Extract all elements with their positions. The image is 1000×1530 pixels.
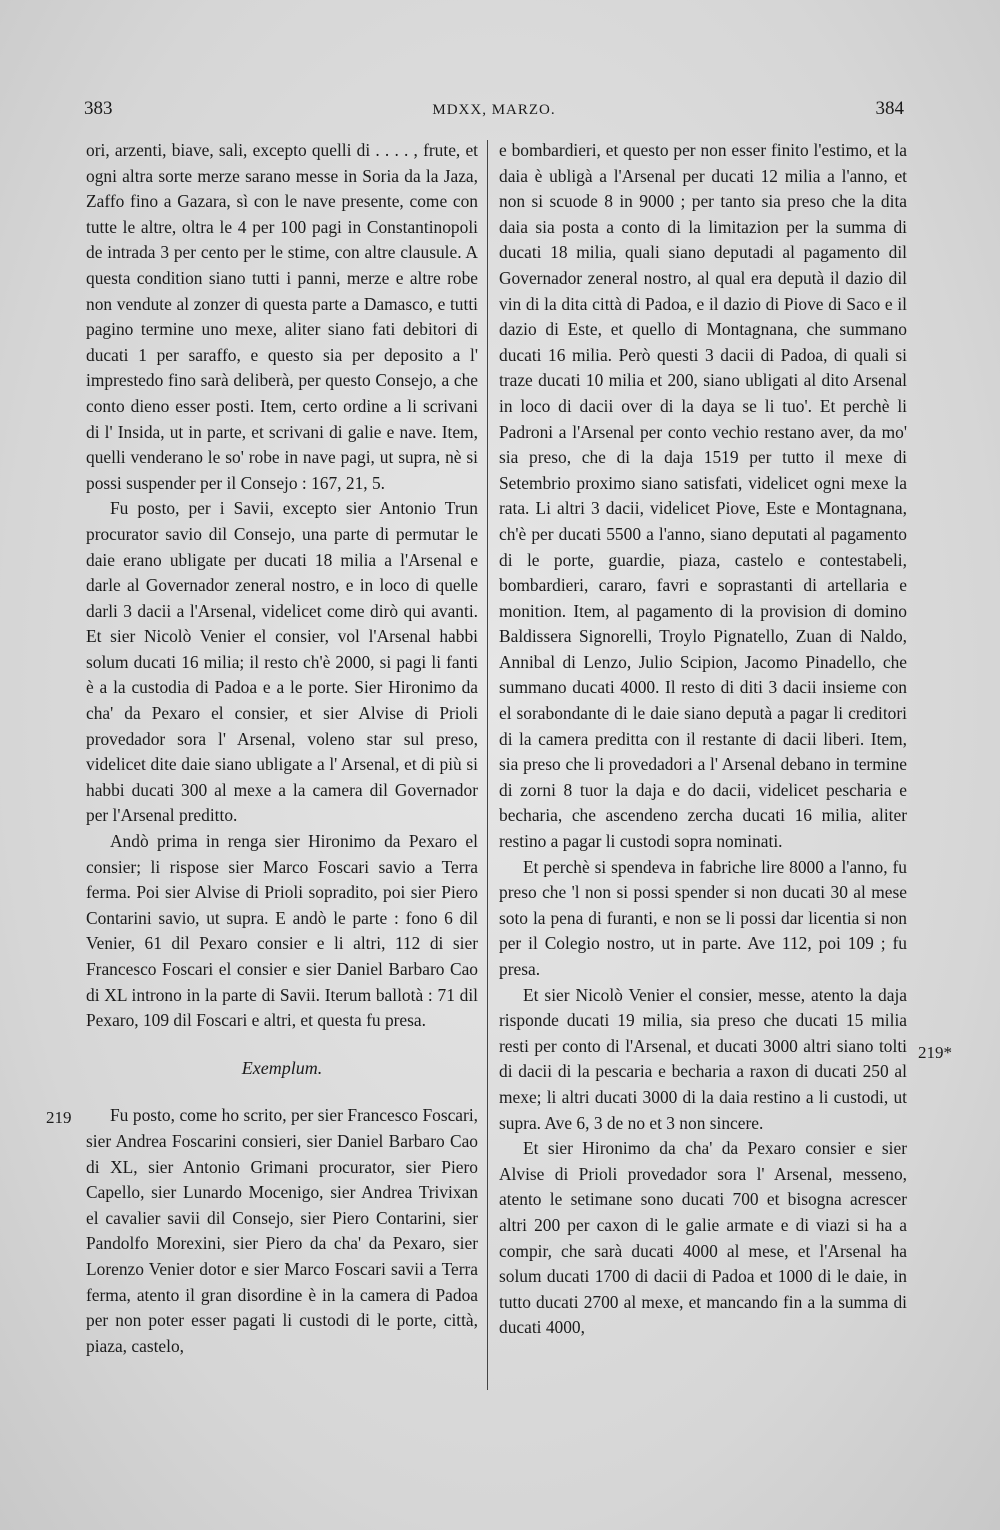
paragraph: e bombardieri, et questo per non esser finito l'estimo, et la daia è ubligà a l'Arsenal per ducati 12 milia a l'anno, et non si scuode 8 in 9000 ; per tanto sia preso che la dita daia sia posta a conto di la limitazion per la summa di ducati 18 milia, quali siano deputadi al pagamento dil Governador zeneral nostro, al qual era deputà il dazio dil vin di la dita città di Padoa, e il dazio di Piove di Saco e il dazio di Este, et quello di Montagnana, che summano ducati 16 milia. Però questi 3 dacii di Padoa, di quali si traze ducati 10 milia et 200, siano ubligati al dito Arsenal in loco di dacii over di la daya se li tuo'. Et perchè li Padroni a l'Arsenal per conto vechio restano aver, da mo' sia preso, che di la daja 1519 per tutto il mexe di Setembrio proximo siano satisfati, videlicet ogni mexe la rata. Li altri 3 dacii, videlicet Piove, Este e Montagnana, ch'è per ducati 5500 a l'anno, siano deputati al pagamento di le porte, guardie, piaza, castelo e contestabeli, bombardieri, cararo, favri e soprastanti di artellaria e monition. Item, al pagamento di la provision di domino Baldissera Signorelli, Troylo Pignatello, Zuan di Naldo, Annibal di Lenzo, Julio Scipion, Jacomo Pinadello, che summano ducati 4000. Il resto di diti 3 dacii insieme con el sorabondante di le daie siano deputà a pagar li creditori di la camera preditta con il restante di dacii liberi. Item, sia preso che li provedadori a l' Arsenal debano in termine di zorni 8 tuor la daja e do dacii, videlicet pescharia e becharia, che ascendeno zercha ducati 16 milia, aliter restino a pagar li custodi sopra nominati. [499, 140, 907, 852]
margin-number-right: 219* [918, 1043, 952, 1062]
paragraph: Fu posto, come ho scrito, per sier Francesco Foscari, sier Andrea Foscarini consieri, sier Daniel Barbaro Cao di XL, sier Antonio Grimani procurator, sier Piero Capello, sier Lunardo Mocenigo, sier Andrea Trivixan el cavalier savii dil Consejo, sier Piero Contarini, sier Pandolfo Morexini, sier Piero da cha' da Pexaro, sier Lorenzo Venier dotor e sier Marco Foscari savii a Terra ferma, atento il gran disordine è in la camera di Padoa per non poter esser pagati li custodi di le porte, città, piaza, castelo, [86, 1105, 478, 1356]
paragraph: ori, arzenti, biave, sali, excepto quelli di . . . . , frute, et ogni altra sorte merze sarano messe in Soria da la Jaza, Zaffo fino a Gazara, sì con le nave presente, come con tutte le altre, oltra le 4 per 100 pagi in Constantinopoli de intrada 3 per cento per le stime, con altre clausule. A questa condition siano tutti i panni, merze e altre robe non vendute al zonzer di questa parte a Damasco, e tutti pagino termine uno mexe, aliter siano fati debitori di ducati 1 per saraffo, e questo sia per deposito a l' imprestedo fino sarà deliberà, per questo Consejo, a che conto dieno esser posti. Item, certo ordine a li scrivani di l' Insida, ut in parte, et scrivani di galie e nave. Item, quelli venderano le so' robe in nave pagi, ut supra, nè si possi suspender per il Consejo : 167, 21, 5. [86, 140, 478, 493]
page-header [84, 98, 904, 128]
right-column [499, 138, 907, 1341]
running-title: MDXX, MARZO. [432, 102, 556, 118]
margin-number-left: 219 [46, 1108, 72, 1127]
column-divider [487, 140, 488, 1390]
paragraph: Fu posto, per i Savii, excepto sier Antonio Trun procurator savio dil Consejo, una parte di permutar le daie erano ubligate per ducati 18 milia a l'Arsenal e darle al Governador zeneral nostro, e in loco di quelle darli 3 dacii a l'Arsenal, videlicet come dirò qui avanti. Et sier Nicolò Venier el consier, vol l'Arsenal habbi solum ducati 16 milia; il resto ch'è 2000, si pagi li fanti è a la custodia di Padoa e a le porte. Sier Hironimo da cha' da Pexaro el consier, et sier Alvise di Prioli provedador sora l' Arsenal, voleno star sul preso, videlicet dite daie siano ubligate a l' Arsenal, et di più si habbi ducati 300 al mexe a la camera dil Governador per l'Arsenal preditto. [86, 498, 478, 826]
paragraph: Et sier Nicolò Venier el consier, messe, atento la daja risponde ducati 19 milia, sia preso che ducati 15 milia resti per conto di l'Arsenal, et ducati 3000 altri siano tolti di dacii di la pescaria e becharia a raxon di ducati 250 al mexe; li altri ducati 3000 di la daia restino a li custodi, ut supra. Ave 6, 3 de no et 3 non sincere. [499, 984, 907, 1133]
paragraph: Et perchè si spendeva in fabriche lire 8000 a l'anno, fu preso che 'l non si possi spender si non ducati 30 al mese soto la pena di furanti, e non se li possi dar licentia si non per il Colegio nostro, ut in parte. Ave 112, poi 109 ; fu presa. [499, 856, 907, 979]
paragraph: Andò prima in renga sier Hironimo da Pexaro el consier; li rispose sier Marco Foscari savio a Terra ferma. Poi sier Alvise di Prioli sopradito, poi sier Piero Contarini savio, ut supra. E andò le parte : fono 6 dil Venier, 61 dil Pexaro consier e li altri, 112 di sier Francesco Foscari el consier e sier Daniel Barbaro Cao di XL introno in la parte di Savii. Iterum ballotà : 71 dil Pexaro, 109 dil Foscari e altri, et questa fu presa. [86, 831, 478, 1031]
paragraph: Et sier Hironimo da cha' da Pexaro consier e sier Alvise di Prioli provedador sora l' Arsenal, messeno, atento le setimane sono ducati 700 et bisogna acrescer altri 200 per caxon di le galie armate e di viazi si ha a compir, che sarà ducati 4000 al mese, et l'Arsenal ha solum ducati 1700 di dacii di Padoa et 1000 di le daie, in tutto ducati 2700 al mexe, et mancando fin a la summa di ducati 4000, [499, 1138, 907, 1338]
section-heading: Exemplum. [241, 1057, 323, 1078]
left-column [86, 138, 478, 1359]
page-number-right: 384 [875, 98, 904, 119]
page-number-left: 383 [84, 98, 113, 119]
